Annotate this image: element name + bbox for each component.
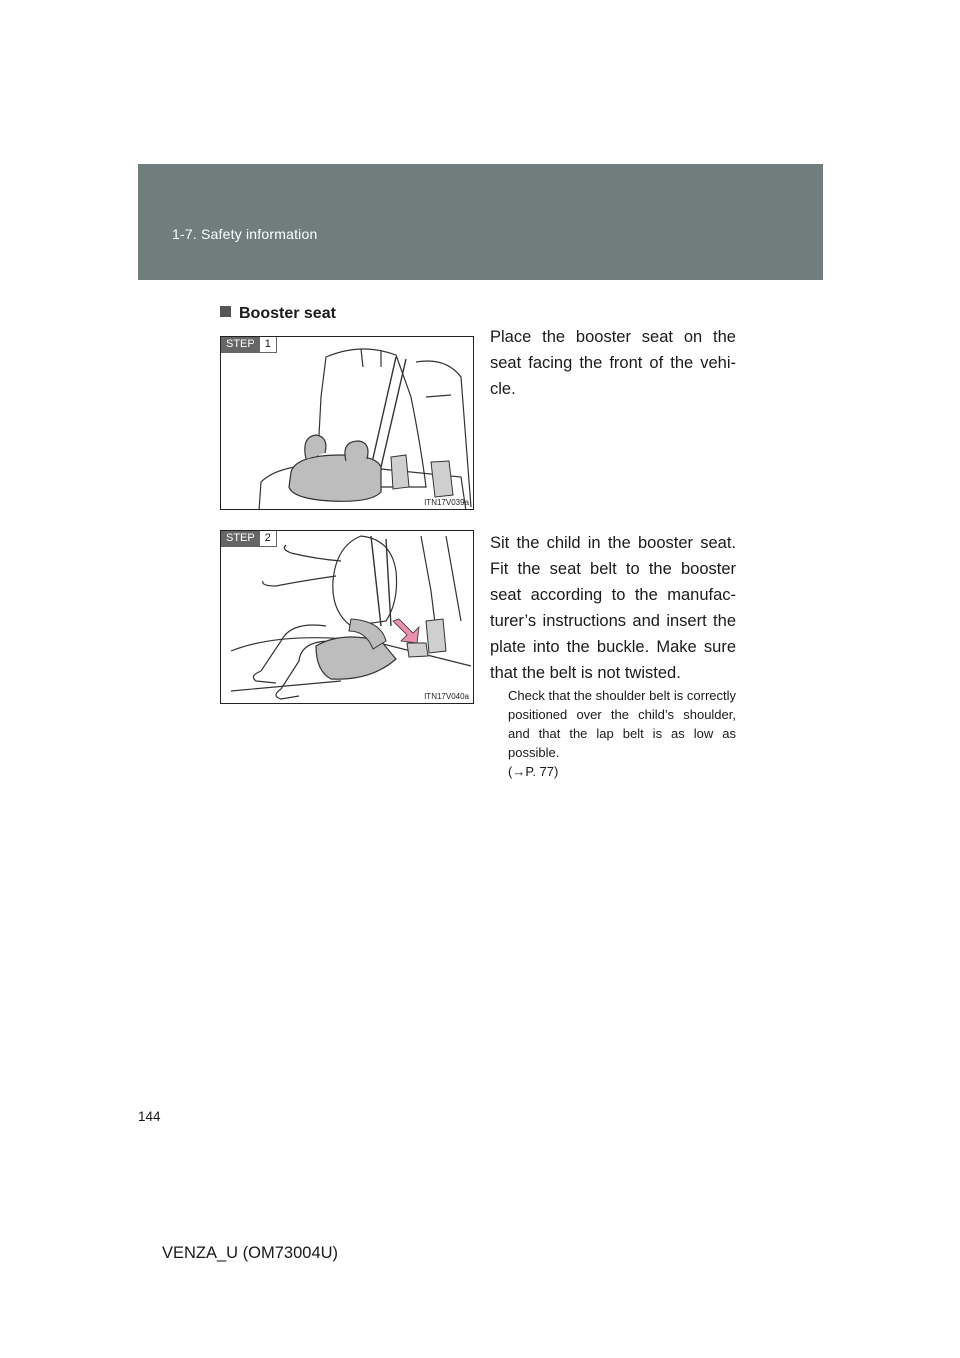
section-title: 1-7. Safety information	[172, 226, 318, 242]
note-text: Check that the shoulder belt is correctly positioned over the child’s shoulder, and that the lap belt is as low as possible.	[508, 688, 736, 760]
figure-code: ITN17V040a	[424, 692, 469, 701]
step-2-note	[508, 686, 736, 781]
square-bullet-icon	[220, 306, 231, 317]
subheading	[220, 305, 336, 323]
footer-code: VENZA_U (OM73004U)	[162, 1244, 339, 1262]
figure-step-2	[220, 530, 474, 704]
insert-arrow-icon	[393, 619, 419, 643]
booster-seat-illustration	[221, 337, 474, 510]
step-badge-1	[221, 337, 277, 353]
step-number: 2	[260, 531, 277, 547]
page-reference-link[interactable]: (→P. 77)	[508, 764, 559, 779]
child-in-booster-illustration	[221, 531, 474, 704]
step-2-text: Sit the child in the booster seat. Fit the seat belt to the booster seat according to the manufac-turer’s instructions and insert the plate into the buckle. Make sure that the belt is not twisted.	[490, 534, 736, 682]
figure-step-1	[220, 336, 474, 510]
figure-code: ITN17V039a	[424, 498, 469, 507]
step-badge-2	[221, 531, 277, 547]
header-band	[138, 164, 823, 280]
subheading-text: Booster seat	[239, 305, 336, 322]
step-label: STEP	[221, 531, 260, 547]
step-number: 1	[260, 337, 277, 353]
step-1-text: Place the booster seat on the seat facing the front of the vehi-cle.	[490, 328, 736, 398]
step-label: STEP	[221, 337, 260, 353]
page-number: 144	[138, 1109, 161, 1124]
